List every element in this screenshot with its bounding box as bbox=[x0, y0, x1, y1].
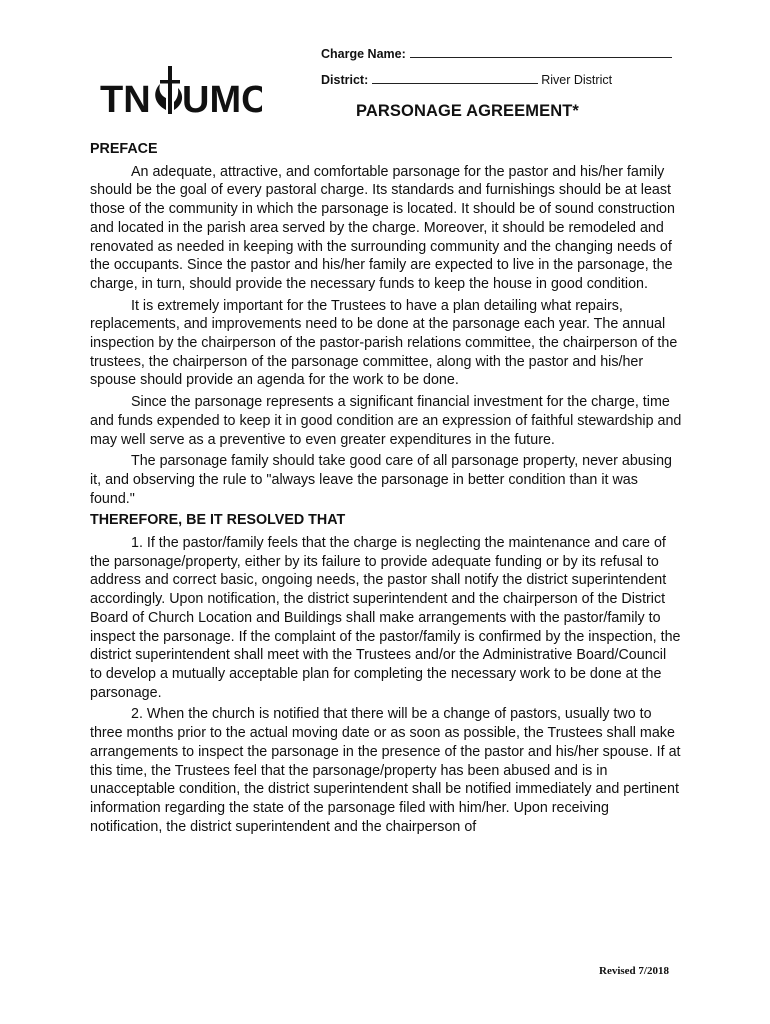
preface-heading: PREFACE bbox=[90, 141, 158, 157]
preface-paragraph: An adequate, attractive, and comfortable parsonage for the pastor and his/her family should be the goal of every pastoral charge. Its standards and furnishings should be at least those of the community in which the parsonage is located. It should be of sound construction and located in the parish area served by the charge. Moreover, it should be remodeled and renovated as needed in keeping with the surrounding community and the changing needs of the occupants. Since the pastor and his/her family are expected to live in the parsonage, the charge, in turn, should provide the necessary funds to keep the house in good condition. bbox=[90, 163, 675, 292]
logo-text-right: UMC bbox=[182, 79, 262, 116]
tnumc-logo bbox=[100, 66, 262, 116]
charge-name-blank[interactable] bbox=[410, 48, 672, 58]
district-suffix: River District bbox=[541, 73, 613, 87]
district-field bbox=[321, 73, 612, 87]
district-blank[interactable] bbox=[372, 74, 538, 84]
charge-name-label: Charge Name: bbox=[321, 47, 406, 61]
preface-paragraph: Since the parsonage represents a significant financial investment for the charge, time and funds expended to keep it in good condition are an expression of faithful stewardship and may well serve as a preventive to even greater expenditures in the future. bbox=[90, 394, 682, 448]
logo-text-left: TN bbox=[100, 79, 151, 116]
resolved-paragraph: 1. If the pastor/family feels that the charge is neglecting the maintenance and care of the parsonage/property, either by its failure to provide adequate funding or by its refusal to address and correct basic, ongoing needs, the pastor shall notify the district superintendent accordingly. Upon notification, the district superintendent and the chairperson of the District Board of Church Location and Buildings shall make arrangements with the pastor/family to inspect the parsonage. If the complaint of the pastor/family is confirmed by the inspection, the district superintendent shall meet with the Trustees and/or the Administrative Board/Council to develop a mutually acceptable plan for completing the necessary work to be done at the parsonage. bbox=[90, 535, 681, 701]
resolved-paragraph: 2. When the church is notified that there will be a change of pastors, usually two to three months prior to the actual moving date or as soon as possible, the Trustees shall make arrangements to inspect the parsonage in the presence of the pastor and his/her spouse. If at this time, the Trustees feel that the parsonage/property has been abused and is in unacceptable condition, the district superintendent shall be notified immediately and pertinent information regarding the state of the parsonage filed with him/her. Upon receiving notification, the district superintendent and the chairperson of bbox=[90, 706, 681, 835]
preface-paragraph: The parsonage family should take good care of all parsonage property, never abusing it, and observing the rule to "always leave the parsonage in better condition than it was found." bbox=[90, 453, 672, 507]
preface-paragraph: It is extremely important for the Trustees to have a plan detailing what repairs, replacements, and improvements need to be done at the parsonage each year. The annual inspection by the chairperson of the pastor-parish relations committee, the chairperson of the trustees, the chairperson of the parsonage committee, along with the pastor and his/her spouse should provide an agenda for the work to be done. bbox=[90, 297, 678, 389]
resolved-heading: THEREFORE, BE IT RESOLVED THAT bbox=[90, 512, 346, 529]
cross-flame-icon bbox=[155, 66, 182, 114]
revision-date: Revised 7/2018 bbox=[599, 965, 669, 977]
charge-name-field bbox=[321, 47, 672, 61]
district-label: District: bbox=[321, 73, 369, 87]
document-title: PARSONAGE AGREEMENT* bbox=[356, 102, 579, 120]
document-body bbox=[90, 140, 682, 839]
